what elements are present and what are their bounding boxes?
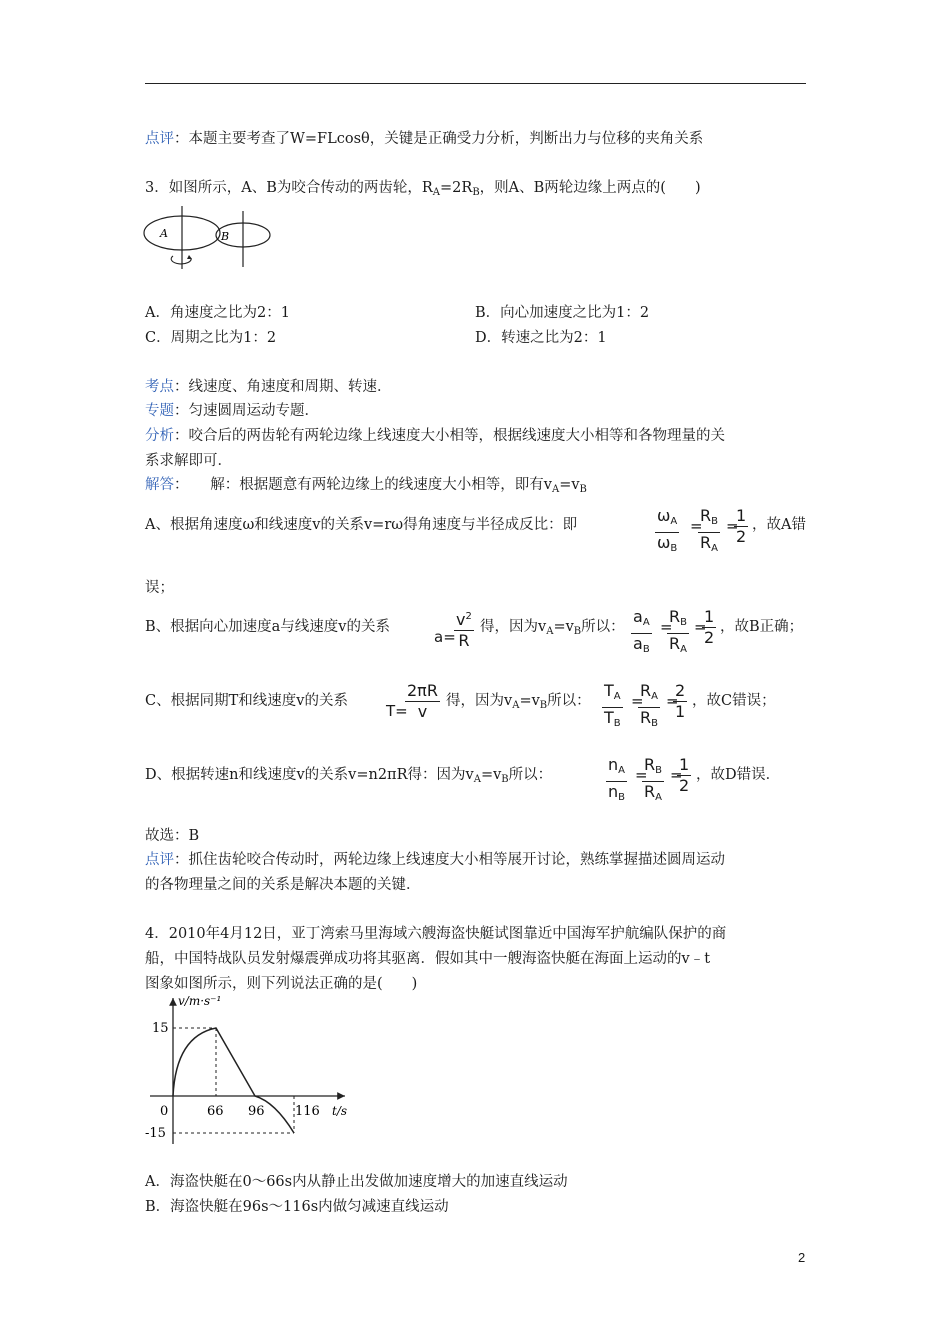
solution-c-text: C、根据同期T和线速度v的关系 — [145, 693, 348, 709]
q3-option-a: A．角速度之比为2：1 — [145, 305, 290, 321]
gear-label-a: A — [160, 227, 168, 240]
solution-b-end: ，故B正确； — [720, 619, 804, 635]
solution-b-text: B、根据向心加速度a与线速度v的关系 — [145, 619, 390, 635]
fenxi-line-2: 系求解即可． — [145, 453, 232, 469]
q4-line-2: 船，中国特战队员发射爆震弹成功将其驱离．假如其中一艘海盗快艇在海面上运动的v﹣t — [145, 951, 711, 967]
q4-line-1: 4．2010年4月12日，亚丁湾索马里海域六艘海盗快艇试图靠近中国海军护航编队保护的商 — [145, 926, 727, 942]
fraction-half-d: $\frac{1}{2}$ — [679, 755, 690, 795]
gear-label-b: B — [221, 230, 230, 243]
solution-c-end: ，故C错误； — [692, 693, 776, 709]
q4-line-3: 图象如图所示，则下列说法正确的是( ) — [145, 976, 418, 992]
fraction-period: $\frac{2\pi R}{v}$ — [407, 681, 438, 721]
q3-option-d: D．转速之比为2：1 — [475, 330, 607, 346]
q3-option-c: C．周期之比为1：2 — [145, 330, 277, 346]
solution-d-text: D、根据转速n和线速度v的关系v=n2πR得：因为$v_A=v_B$所以： — [145, 767, 553, 785]
q4-option-b: B．海盗快艇在96s～116s内做匀减速直线运动 — [145, 1199, 449, 1215]
vt-chart — [140, 992, 365, 1152]
review-label: 点评 — [145, 131, 174, 147]
q3-option-b: B．向心加速度之比为1：2 — [475, 305, 650, 321]
vt-curve — [173, 1028, 294, 1133]
fraction-radius-b: $\frac{R_B}{R_A}$ — [667, 607, 689, 660]
page-number: 2 — [798, 1250, 806, 1265]
fraction-acc: $\frac{a_A}{a_B}$ — [631, 607, 652, 660]
x-tick-66: 66 — [207, 1104, 224, 1119]
fenxi-line: 分析：咬合后的两齿轮有两轮边缘上线速度大小相等，根据线速度大小相等和各物理量的关 — [145, 428, 725, 444]
solution-a-end: ，故A错 — [752, 517, 806, 533]
x-axis-label: t/s — [332, 1104, 348, 1118]
zhuanti-line: 专题：匀速圆周运动专题． — [145, 403, 319, 419]
fraction-radius-c: $\frac{R_A}{R_B}$ — [638, 681, 660, 734]
y-tick-15: 15 — [152, 1021, 169, 1036]
gear-figure — [140, 203, 275, 275]
x-tick-0: 0 — [160, 1104, 169, 1119]
solution-b-mid: 得，因为$v_A=v_B$所以： — [480, 619, 625, 637]
review-line — [145, 129, 703, 149]
fraction-v2-r: $\frac{v^2}{R}$ — [456, 610, 472, 650]
x-tick-96: 96 — [248, 1104, 265, 1119]
header-rule — [145, 83, 806, 84]
fraction-half-b: $\frac{1}{2}$ — [704, 607, 715, 647]
review-text: ：本题主要考查了W=FLcosθ，关键是正确受力分析，判断出力与位移的夹角关系 — [174, 131, 704, 147]
fraction-radius-a: $\frac{R_B}{R_A}$ — [698, 506, 720, 559]
fraction-half-a: $\frac{1}{2}$ — [736, 506, 747, 546]
solution-a-text: A、根据角速度ω和线速度v的关系v=rω得角速度与半径成反比：即 — [145, 517, 578, 533]
y-axis-label: v/m·s⁻¹ — [178, 994, 222, 1008]
fraction-radius-d: $\frac{R_B}{R_A}$ — [642, 755, 664, 808]
solution-d-end: ，故D错误． — [696, 767, 781, 783]
kaodian-line: 考点：线速度、角速度和周期、转速． — [145, 379, 392, 395]
fraction-two: $\frac{2}{1}$ — [675, 681, 686, 721]
y-tick-neg15: -15 — [145, 1126, 166, 1141]
fraction-omega: $\frac{\omega_A}{\omega_B}$ — [655, 506, 679, 559]
q4-option-a: A．海盗快艇在0～66s内从静止出发做加速度增大的加速直线运动 — [145, 1174, 568, 1190]
q3-stem: 3．如图所示，A、B为咬合传动的两齿轮，$R_A=2R_B$，则A、B两轮边缘上两点的( ) — [145, 180, 701, 198]
choice-line: 故选：B — [145, 828, 200, 844]
review2-line-2: 的各物理量之间的关系是解决本题的关键． — [145, 877, 421, 893]
jieda-line: 解答： 解：根据题意有两轮边缘上的线速度大小相等，即有$v_A=v_B$ — [145, 477, 587, 495]
solution-a-wrap: 误； — [145, 580, 174, 596]
review2-line: 点评：抓住齿轮咬合传动时，两轮边缘上线速度大小相等展开讨论，熟练掌握描述圆周运动 — [145, 852, 725, 868]
fraction-t: $\frac{T_A}{T_B}$ — [602, 681, 623, 734]
solution-c-mid: 得，因为$v_A=v_B$所以： — [446, 693, 591, 711]
fraction-n: $\frac{n_A}{n_B}$ — [606, 755, 627, 808]
x-tick-116: 116 — [295, 1104, 320, 1119]
